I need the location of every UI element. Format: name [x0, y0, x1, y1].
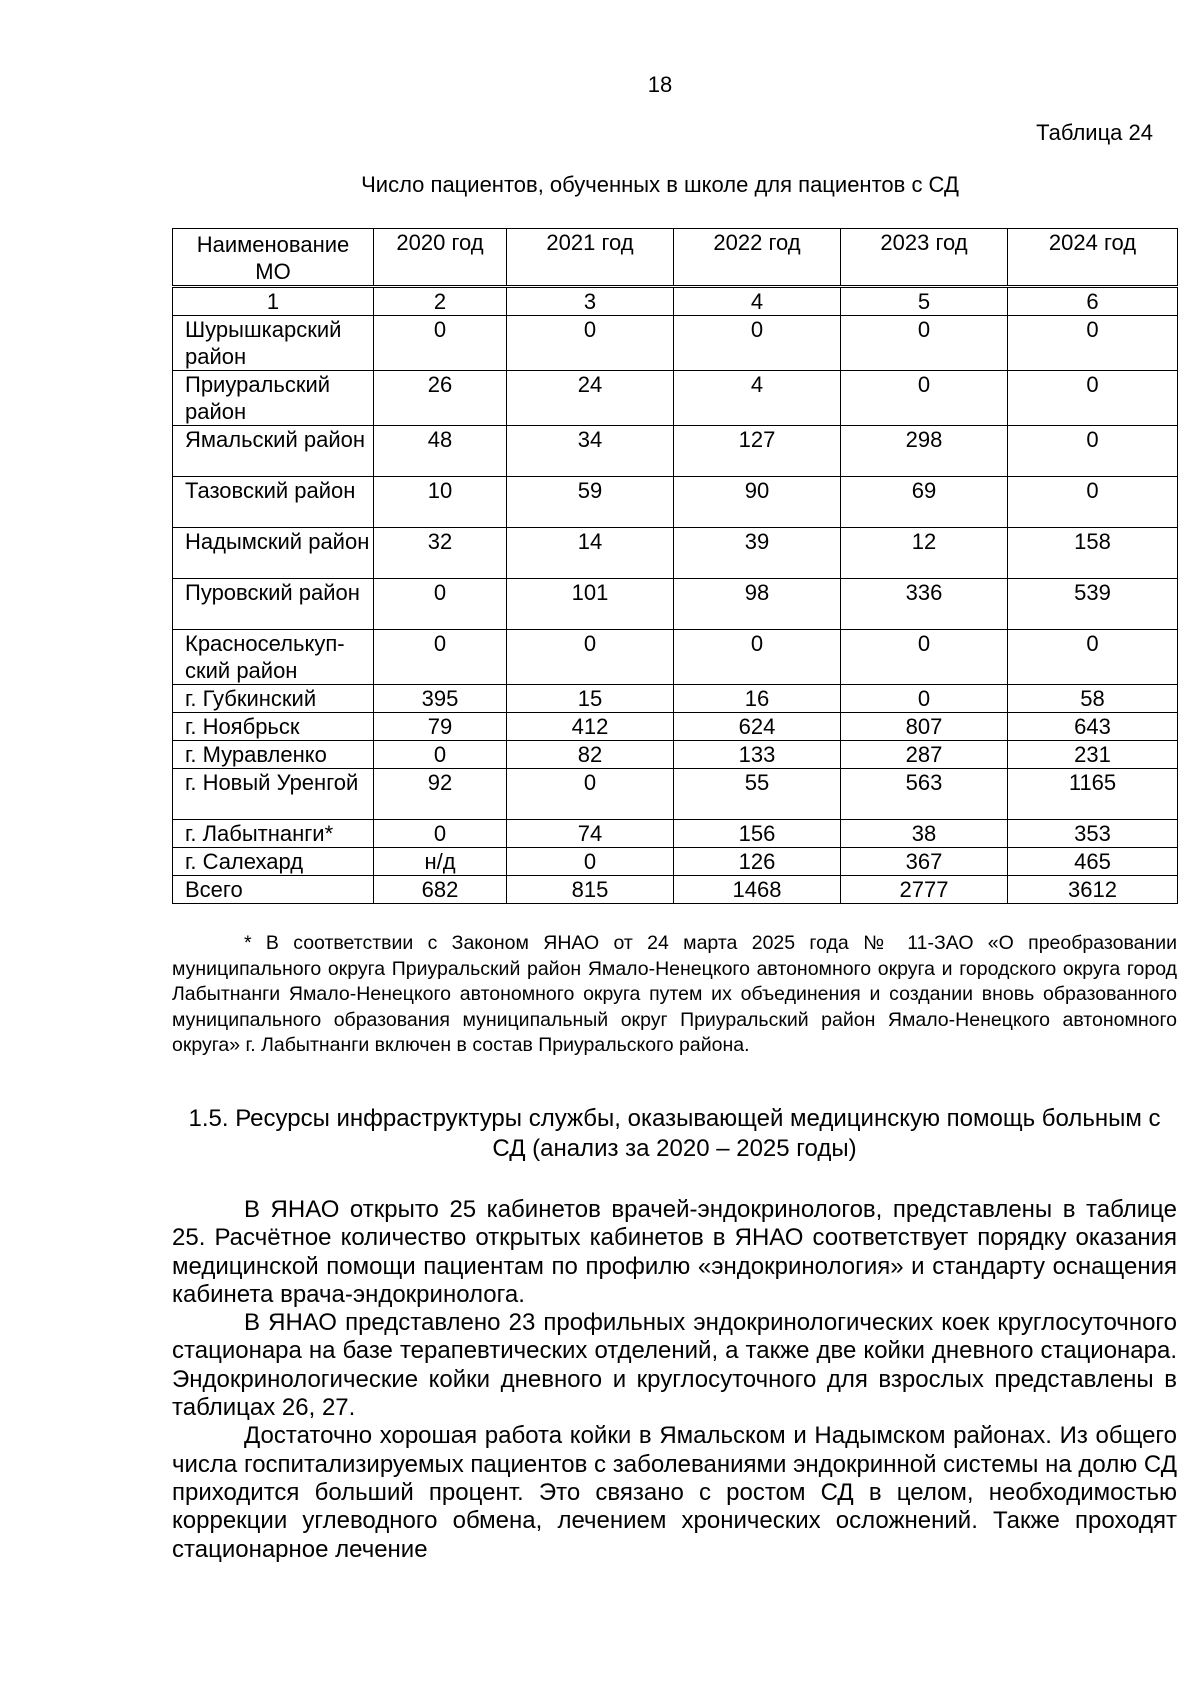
table-row — [173, 685, 1178, 713]
value-cell: 10 — [374, 477, 507, 528]
paragraph: В ЯНАО представлено 23 профильных эндокринологических коек круглосуточного стационара на базе терапевтических отделений, а также две койки дневного стационара. Эндокринологические койки дневного и круглосуточного для взрослых представлены в таблицах 26, 27. — [172, 1309, 1177, 1422]
page-number: 18 — [647, 72, 673, 97]
column-number-cell: 4 — [674, 287, 841, 316]
value-cell: 0 — [1008, 371, 1178, 426]
value-cell: 101 — [507, 579, 674, 630]
value-cell: 98 — [674, 579, 841, 630]
table-row — [173, 579, 1178, 630]
header-cell: 2021 год — [507, 229, 674, 287]
value-cell: 624 — [674, 713, 841, 741]
value-cell: 682 — [374, 876, 507, 904]
value-cell: н/д — [374, 848, 507, 876]
paragraph: Достаточно хорошая работа койки в Ямальском и Надымском районах. Из общего числа госпитализируемых пациентов с заболеваниями эндокринной системы на долю СД приходится больший процент. Это связано с ростом СД в целом, необходимостью коррекции углеводного обмена, лечением хронических осложнений. Также проходят стационарное лечение — [172, 1422, 1177, 1563]
value-cell: 34 — [507, 426, 674, 477]
value-cell: 0 — [507, 316, 674, 371]
header-cell: 2020 год — [374, 229, 507, 287]
value-cell: 353 — [1008, 820, 1178, 848]
value-cell: 815 — [507, 876, 674, 904]
mo-name-cell: г. Губкинский — [173, 685, 374, 713]
value-cell: 807 — [841, 713, 1008, 741]
mo-name-cell: Надымский район — [173, 528, 374, 579]
value-cell: 74 — [507, 820, 674, 848]
table-title: Число пациентов, обученных в школе для пациентов с СД — [361, 172, 959, 197]
value-cell: 48 — [374, 426, 507, 477]
mo-name-cell: Шурышкарский район — [173, 316, 374, 371]
column-number-cell: 3 — [507, 287, 674, 316]
table-row — [173, 316, 1178, 371]
value-cell: 287 — [841, 741, 1008, 769]
value-cell: 14 — [507, 528, 674, 579]
value-cell: 465 — [1008, 848, 1178, 876]
header-cell: 2024 год — [1008, 229, 1178, 287]
value-cell: 412 — [507, 713, 674, 741]
mo-name-cell: Всего — [173, 876, 374, 904]
value-cell: 367 — [841, 848, 1008, 876]
value-cell: 82 — [507, 741, 674, 769]
table-header-row — [173, 229, 1178, 287]
table-row — [173, 528, 1178, 579]
column-number-cell: 5 — [841, 287, 1008, 316]
mo-name-cell: г. Ноябрьск — [173, 713, 374, 741]
table-row — [173, 630, 1178, 685]
table-row — [173, 741, 1178, 769]
value-cell: 563 — [841, 769, 1008, 820]
value-cell: 0 — [841, 371, 1008, 426]
value-cell: 55 — [674, 769, 841, 820]
table-row — [173, 848, 1178, 876]
value-cell: 0 — [1008, 426, 1178, 477]
value-cell: 643 — [1008, 713, 1178, 741]
column-number-cell: 1 — [173, 287, 374, 316]
value-cell: 158 — [1008, 528, 1178, 579]
value-cell: 32 — [374, 528, 507, 579]
footnote: * В соответствии с Законом ЯНАО от 24 марта 2025 года № 11-ЗАО «О преобразовании муниципального округа Приуральский район Ямало-Ненецкого автономного округа и городского округа город Лабытнанги Ямало-Ненецкого автономного округа путем их объединения и создании вновь образованного муниципального образования муниципальный округ Приуральский район Ямало-Ненецкого автономного округа» г. Лабытнанги включен в состав Приуральского района. — [172, 932, 1177, 1056]
mo-name-cell: г. Муравленко — [173, 741, 374, 769]
value-cell: 58 — [1008, 685, 1178, 713]
value-cell: 26 — [374, 371, 507, 426]
column-numbers-row — [173, 287, 1178, 316]
mo-name-cell: Ямальский район — [173, 426, 374, 477]
mo-name-cell: Приуральский район — [173, 371, 374, 426]
table-row — [173, 820, 1178, 848]
mo-name-cell: г. Салехард — [173, 848, 374, 876]
value-cell: 79 — [374, 713, 507, 741]
value-cell: 231 — [1008, 741, 1178, 769]
value-cell: 38 — [841, 820, 1008, 848]
table-row — [173, 426, 1178, 477]
value-cell: 16 — [674, 685, 841, 713]
value-cell: 3612 — [1008, 876, 1178, 904]
value-cell: 0 — [374, 316, 507, 371]
paragraph: В ЯНАО открыто 25 кабинетов врачей-эндокринологов, представлены в таблице 25. Расчётное количество открытых кабинетов в ЯНАО соответствует порядку оказания медицинской помощи пациентам по профилю «эндокринология» и стандарту оснащения кабинета врача-эндокринолога. — [172, 1196, 1177, 1308]
table-row — [173, 876, 1178, 904]
value-cell: 24 — [507, 371, 674, 426]
mo-name-cell: Пуровский район — [173, 579, 374, 630]
value-cell: 0 — [841, 630, 1008, 685]
value-cell: 0 — [374, 741, 507, 769]
mo-name-cell: г. Лабытнанги* — [173, 820, 374, 848]
value-cell: 0 — [1008, 630, 1178, 685]
header-cell: 2023 год — [841, 229, 1008, 287]
value-cell: 15 — [507, 685, 674, 713]
value-cell: 0 — [507, 848, 674, 876]
mo-name-cell: Тазовский район — [173, 477, 374, 528]
mo-name-cell: Красноселькуп-ский район — [173, 630, 374, 685]
value-cell: 4 — [674, 371, 841, 426]
value-cell: 0 — [841, 316, 1008, 371]
value-cell: 156 — [674, 820, 841, 848]
value-cell: 90 — [674, 477, 841, 528]
value-cell: 0 — [374, 630, 507, 685]
value-cell: 0 — [507, 769, 674, 820]
column-number-cell: 6 — [1008, 287, 1178, 316]
body-text — [172, 1196, 1177, 1564]
value-cell: 395 — [374, 685, 507, 713]
value-cell: 0 — [507, 630, 674, 685]
value-cell: 127 — [674, 426, 841, 477]
patients-table — [172, 228, 1178, 904]
value-cell: 0 — [1008, 477, 1178, 528]
header-cell: 2022 год — [674, 229, 841, 287]
header-cell: Наименование МО — [173, 229, 374, 287]
value-cell: 1165 — [1008, 769, 1178, 820]
table-label: Таблица 24 — [1036, 120, 1153, 145]
value-cell: 133 — [674, 741, 841, 769]
value-cell: 92 — [374, 769, 507, 820]
value-cell: 126 — [674, 848, 841, 876]
value-cell: 0 — [841, 685, 1008, 713]
value-cell: 2777 — [841, 876, 1008, 904]
mo-name-cell: г. Новый Уренгой — [173, 769, 374, 820]
table-row — [173, 713, 1178, 741]
value-cell: 0 — [374, 579, 507, 630]
table-row — [173, 769, 1178, 820]
value-cell: 539 — [1008, 579, 1178, 630]
column-number-cell: 2 — [374, 287, 507, 316]
value-cell: 336 — [841, 579, 1008, 630]
value-cell: 0 — [374, 820, 507, 848]
value-cell: 1468 — [674, 876, 841, 904]
value-cell: 12 — [841, 528, 1008, 579]
value-cell: 69 — [841, 477, 1008, 528]
section-heading: 1.5. Ресурсы инфраструктуры службы, оказывающей медицинскую помощь больным с СД (анализ за 2020 – 2025 годы) — [188, 1105, 1161, 1162]
value-cell: 39 — [674, 528, 841, 579]
value-cell: 0 — [674, 630, 841, 685]
value-cell: 0 — [1008, 316, 1178, 371]
table-row — [173, 477, 1178, 528]
value-cell: 59 — [507, 477, 674, 528]
value-cell: 0 — [674, 316, 841, 371]
value-cell: 298 — [841, 426, 1008, 477]
table-row — [173, 371, 1178, 426]
